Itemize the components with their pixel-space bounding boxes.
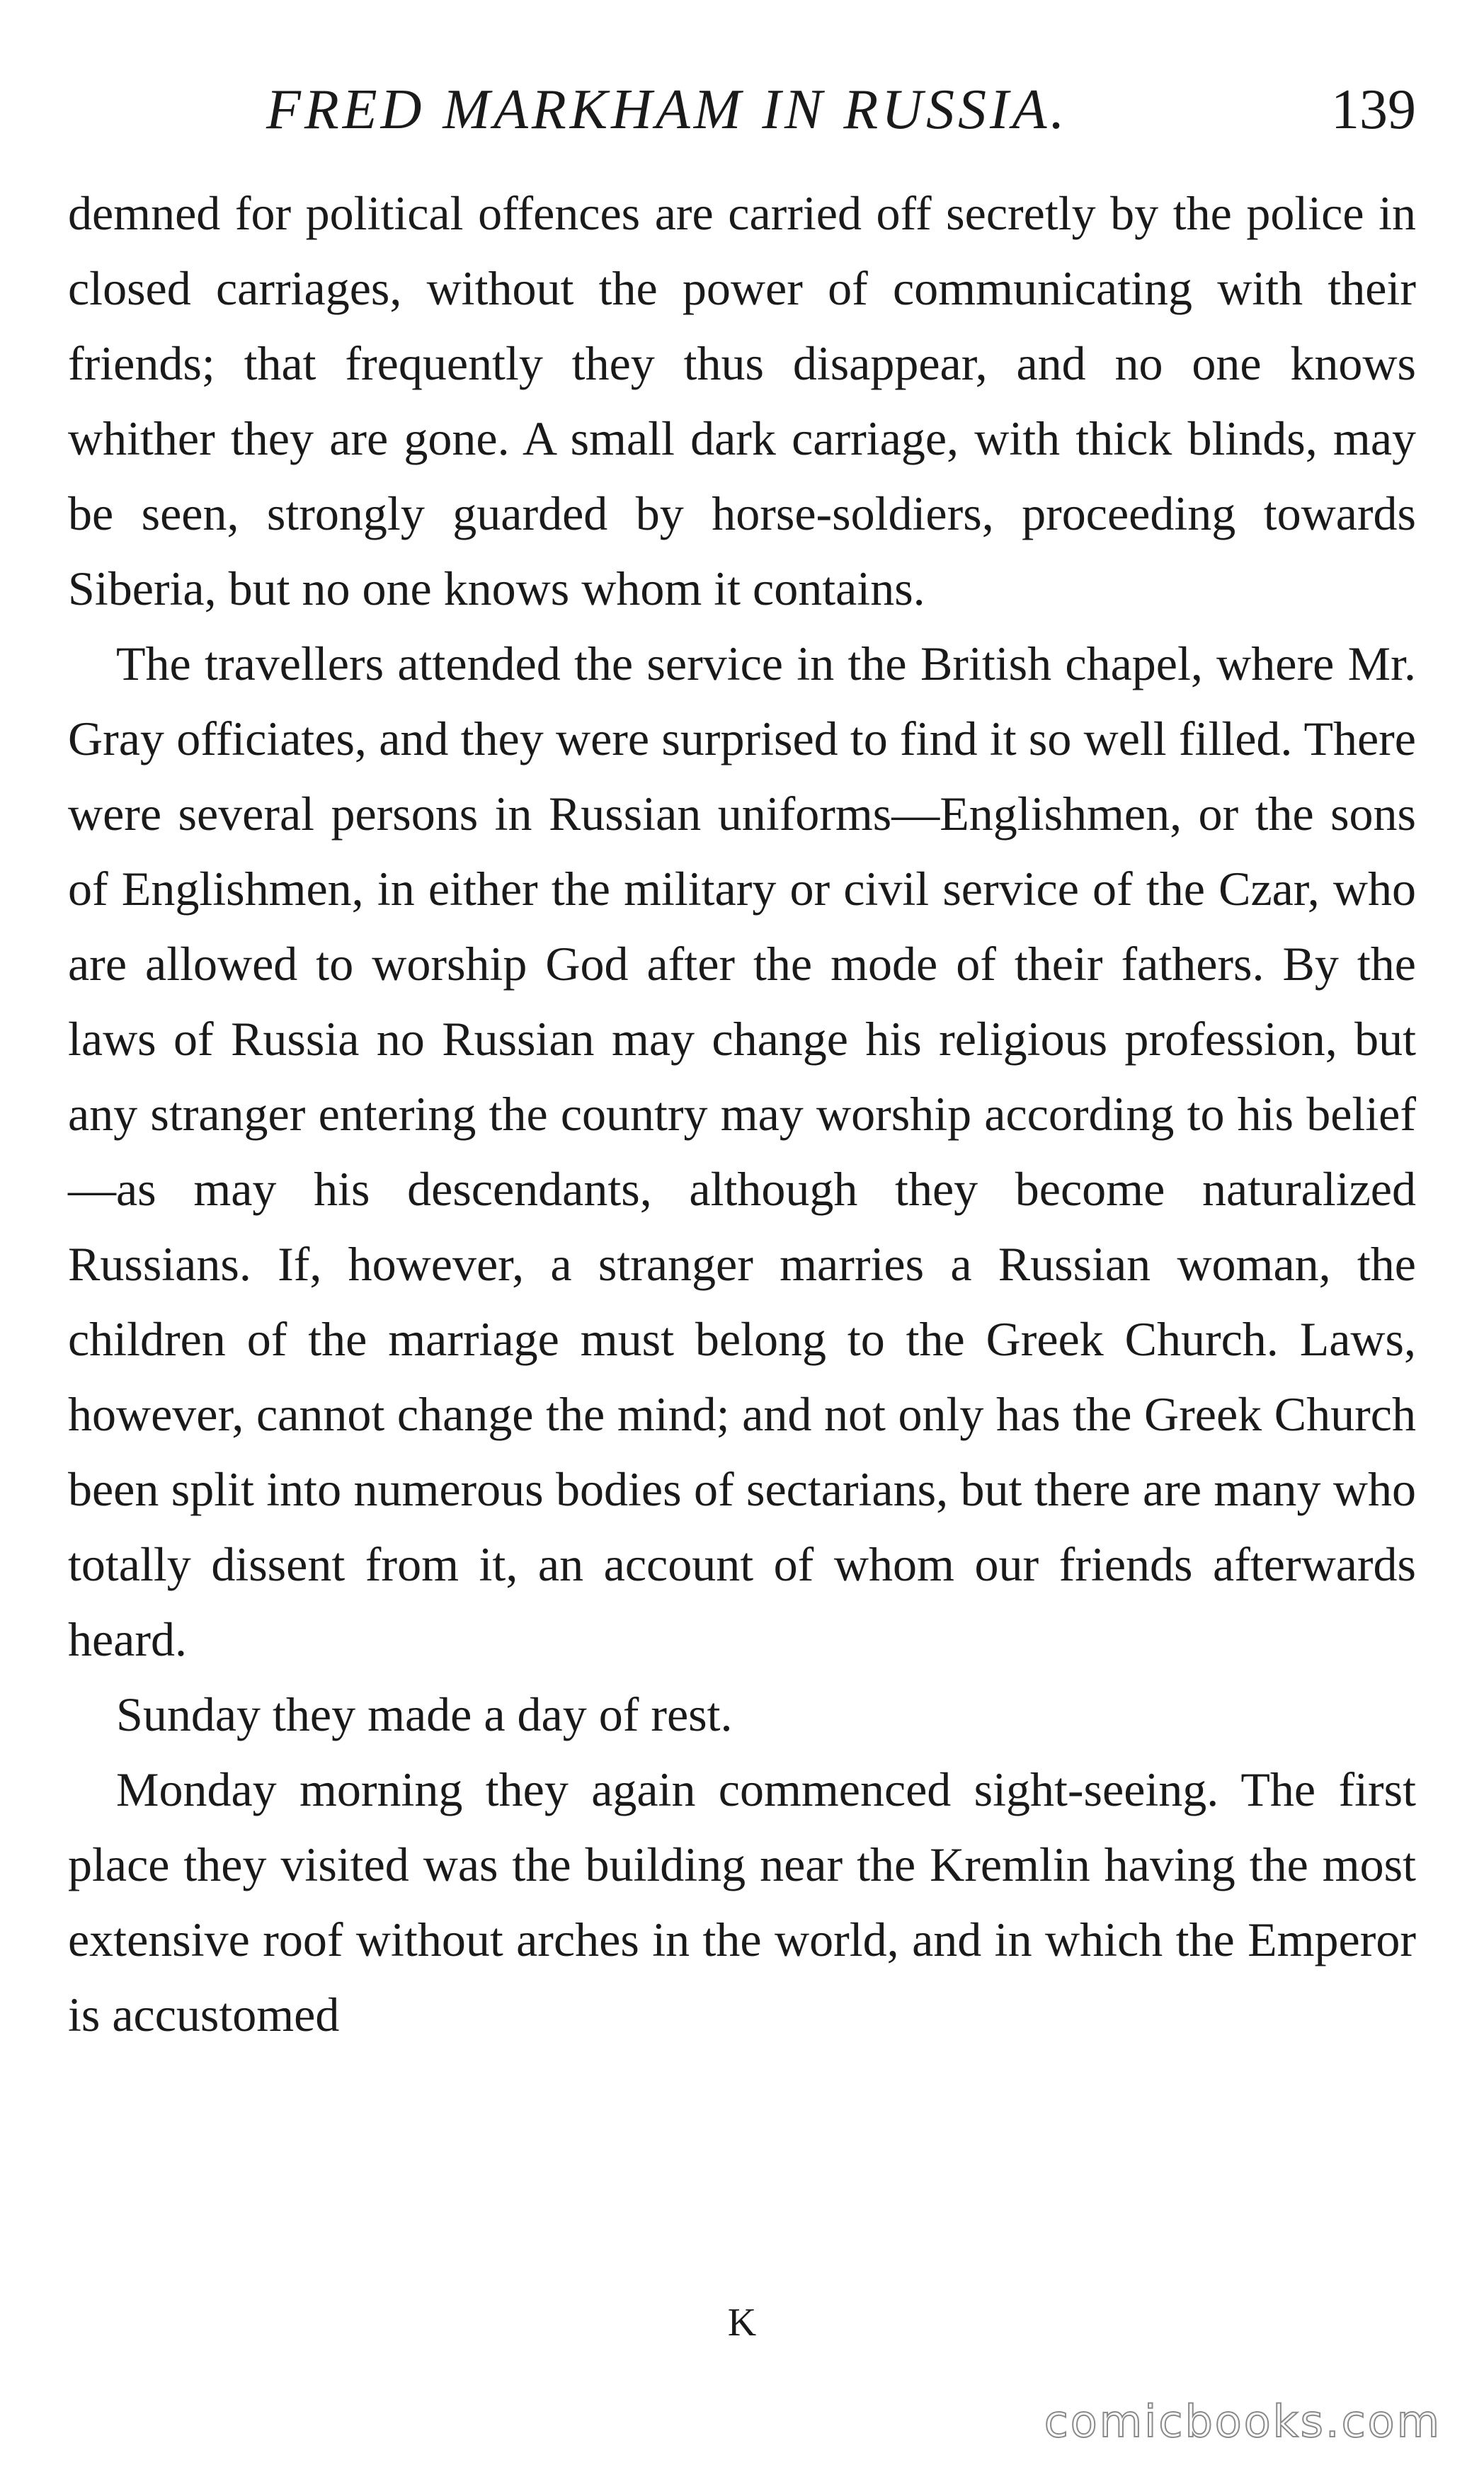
body-text: [68, 176, 1416, 2052]
running-head: [68, 67, 1416, 152]
running-title: FRED MARKHAM IN RUSSIA.: [266, 79, 1068, 141]
signature-mark: K: [727, 2301, 757, 2345]
page-number: 139: [1331, 79, 1416, 141]
paragraph-continued: demned for political offences are carried off secretly by the police in closed carriages, without the power of communicating with their friends; that frequently they thus disappear, and no one knows whither they are gone. A small dark carriage, with thick blinds, may be seen, strongly guarded by horse-soldiers, proceeding towards Siberia, but no one knows whom it contains.: [68, 186, 1416, 615]
paragraph-monday-sightseeing: Monday morning they again commenced sight-seeing. The first place they visited was the building near the Kremlin having the most extensive roof without arches in the world, and in which the Emperor is accustomed: [68, 1763, 1416, 2042]
paragraph-chapel-service: The travellers attended the service in the British chapel, where Mr. Gray officiates, and they were surprised to find it so well filled. There were several persons in Russian uniforms—Englishmen, or the sons of Englishmen, in either the military or civil service of the Czar, who are allowed to worship God after the mode of their fathers. By the laws of Russia no Russian may change his religious profession, but any stranger entering the country may worship according to his belief—as may his descendants, although they become naturalized Russians. If, however, a stranger marries a Russian woman, the children of the marriage must belong to the Greek Church. Laws, however, cannot change the mind; and not only has the Greek Church been split into numerous bodies of sectarians, but there are many who totally dissent from it, an account of whom our friends afterwards heard.: [68, 637, 1416, 1666]
watermark: comicbooks.com: [1044, 2396, 1442, 2447]
paragraph-sunday-rest: Sunday they made a day of rest.: [116, 1687, 733, 1741]
